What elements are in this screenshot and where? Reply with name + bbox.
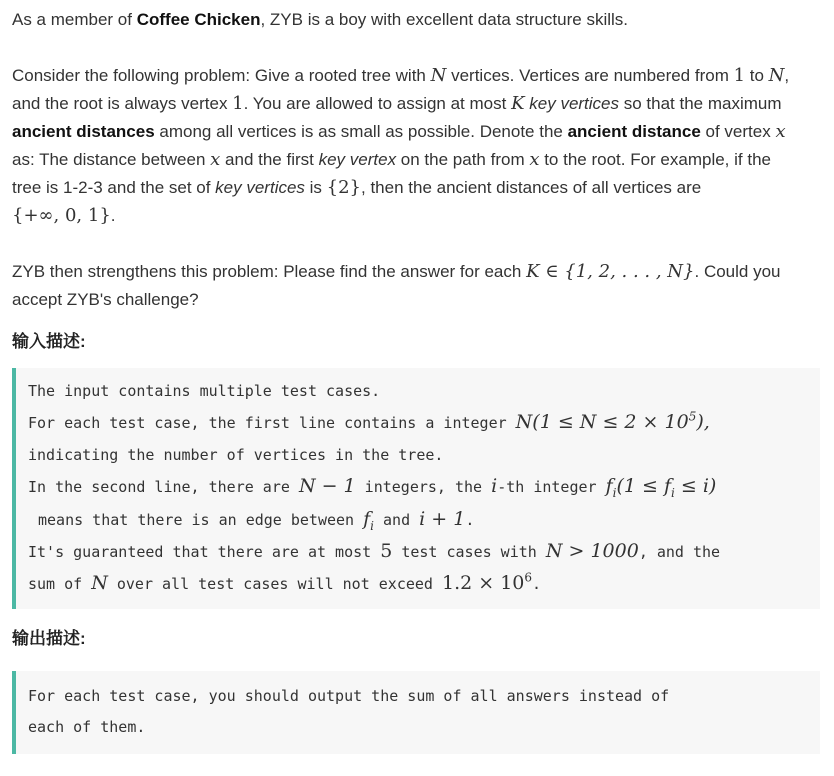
key-vertex-term: key vertex	[318, 150, 397, 169]
problem-text: Consider the following problem: Give a rooted tree with	[12, 66, 431, 85]
output-section-title: 输出描述:	[12, 628, 86, 648]
challenge-text: accept ZYB's challenge?	[12, 290, 199, 309]
math-sum-bound: $1.2 \times 10^6$	[441, 571, 533, 595]
input-line	[28, 376, 808, 407]
input-text: integers, the	[355, 478, 492, 497]
math-N: N	[768, 65, 785, 86]
problem-text: tree is 1-2-3 and the set of	[12, 178, 216, 197]
math-N: N	[91, 572, 108, 595]
ancient-distance-term: ancient distance	[567, 122, 701, 141]
math-f-range: $f_i(1 \le f_i \le i)$	[605, 475, 717, 501]
math-i-plus-1: i + 1	[419, 507, 466, 530]
problem-text: so that the maximum	[619, 94, 782, 113]
math-one: 1	[232, 93, 244, 114]
input-text: .	[532, 575, 542, 594]
challenge-text: . Could you	[694, 262, 781, 281]
math-set: {2}	[326, 177, 362, 198]
problem-text: .	[110, 206, 116, 225]
output-line	[28, 681, 808, 712]
math-f-i: $f_i$	[363, 507, 374, 533]
problem-text: , then the ancient distances of all vertices are	[361, 178, 702, 197]
input-line	[28, 568, 808, 600]
math-distances: {+∞, 0, 1}	[12, 205, 111, 226]
problem-text: vertices. Vertices are numbered from	[446, 66, 734, 85]
problem-text: and the root is always vertex	[12, 94, 233, 113]
input-line	[28, 471, 808, 503]
input-text: over all test cases will not exceed	[107, 575, 442, 594]
input-text: test cases with	[392, 543, 546, 562]
team-name: Coffee Chicken	[136, 10, 261, 29]
input-text: In the second line, there are	[28, 478, 299, 497]
math-x: x	[210, 149, 221, 170]
problem-text: ,	[784, 66, 790, 85]
math-x: x	[775, 121, 786, 142]
input-text: and	[374, 510, 420, 529]
input-description-box	[12, 368, 820, 609]
input-text: means that there is an edge between	[38, 510, 364, 529]
problem-text: as: The distance between	[12, 150, 211, 169]
problem-text: . You are allowed to assign at most	[243, 94, 512, 113]
math-K: K	[511, 93, 525, 114]
output-text: each of them.	[28, 718, 146, 737]
math-N: N	[430, 65, 447, 86]
input-text: , and the	[638, 543, 721, 562]
challenge-paragraph	[12, 258, 822, 314]
output-description-box	[12, 671, 820, 754]
output-line	[28, 712, 808, 743]
intro-text: As a member of	[12, 10, 137, 29]
math-n-gt-1000: N > 1000	[545, 540, 639, 563]
input-text: .	[465, 510, 475, 529]
math-n-minus-1: N − 1	[298, 475, 356, 498]
problem-text: and the first	[220, 150, 319, 169]
problem-text: to the root. For example, if the	[539, 150, 771, 169]
input-text: sum of	[28, 575, 92, 594]
problem-text: among all vertices is as small as possible. Denote the	[154, 122, 568, 141]
math-n-range: $N(1 \le N \le 2 \times 10^5)$,	[515, 410, 710, 434]
intro-paragraph	[12, 6, 822, 34]
key-vertices-term: key vertices	[215, 178, 305, 197]
input-text: indicating the number of vertices in the tree.	[28, 445, 444, 464]
challenge-text: ZYB then strengthens this problem: Please find the answer for each	[12, 262, 527, 281]
input-line	[28, 536, 808, 568]
input-line	[28, 407, 808, 439]
problem-text: of vertex	[700, 122, 776, 141]
intro-text: , ZYB is a boy with excellent data structure skills.	[260, 10, 629, 29]
input-text: The input contains multiple test cases.	[28, 382, 381, 400]
input-text: For each test case, the first line contains a integer	[28, 414, 516, 433]
math-x: x	[529, 149, 540, 170]
problem-text: to	[745, 66, 769, 85]
input-section-title: 输入描述:	[12, 332, 86, 351]
math-one: 1	[733, 65, 746, 86]
ancient-distances-term: ancient distances	[12, 122, 155, 141]
input-text: It's guaranteed that there are at most	[28, 543, 381, 562]
input-text: -th integer	[497, 478, 606, 497]
input-line	[28, 504, 808, 536]
problem-paragraph	[12, 62, 822, 230]
key-vertices-term: key vertices	[529, 94, 620, 113]
math-i: i	[491, 475, 498, 498]
output-text: For each test case, you should output the sum of all answers instead of	[28, 686, 670, 705]
math-five: 5	[380, 540, 393, 563]
input-line	[28, 440, 808, 471]
math-k-range: K ∈ {1, 2, . . . , N}	[526, 261, 695, 282]
problem-text: is	[304, 178, 327, 197]
problem-text: on the path from	[396, 150, 530, 169]
